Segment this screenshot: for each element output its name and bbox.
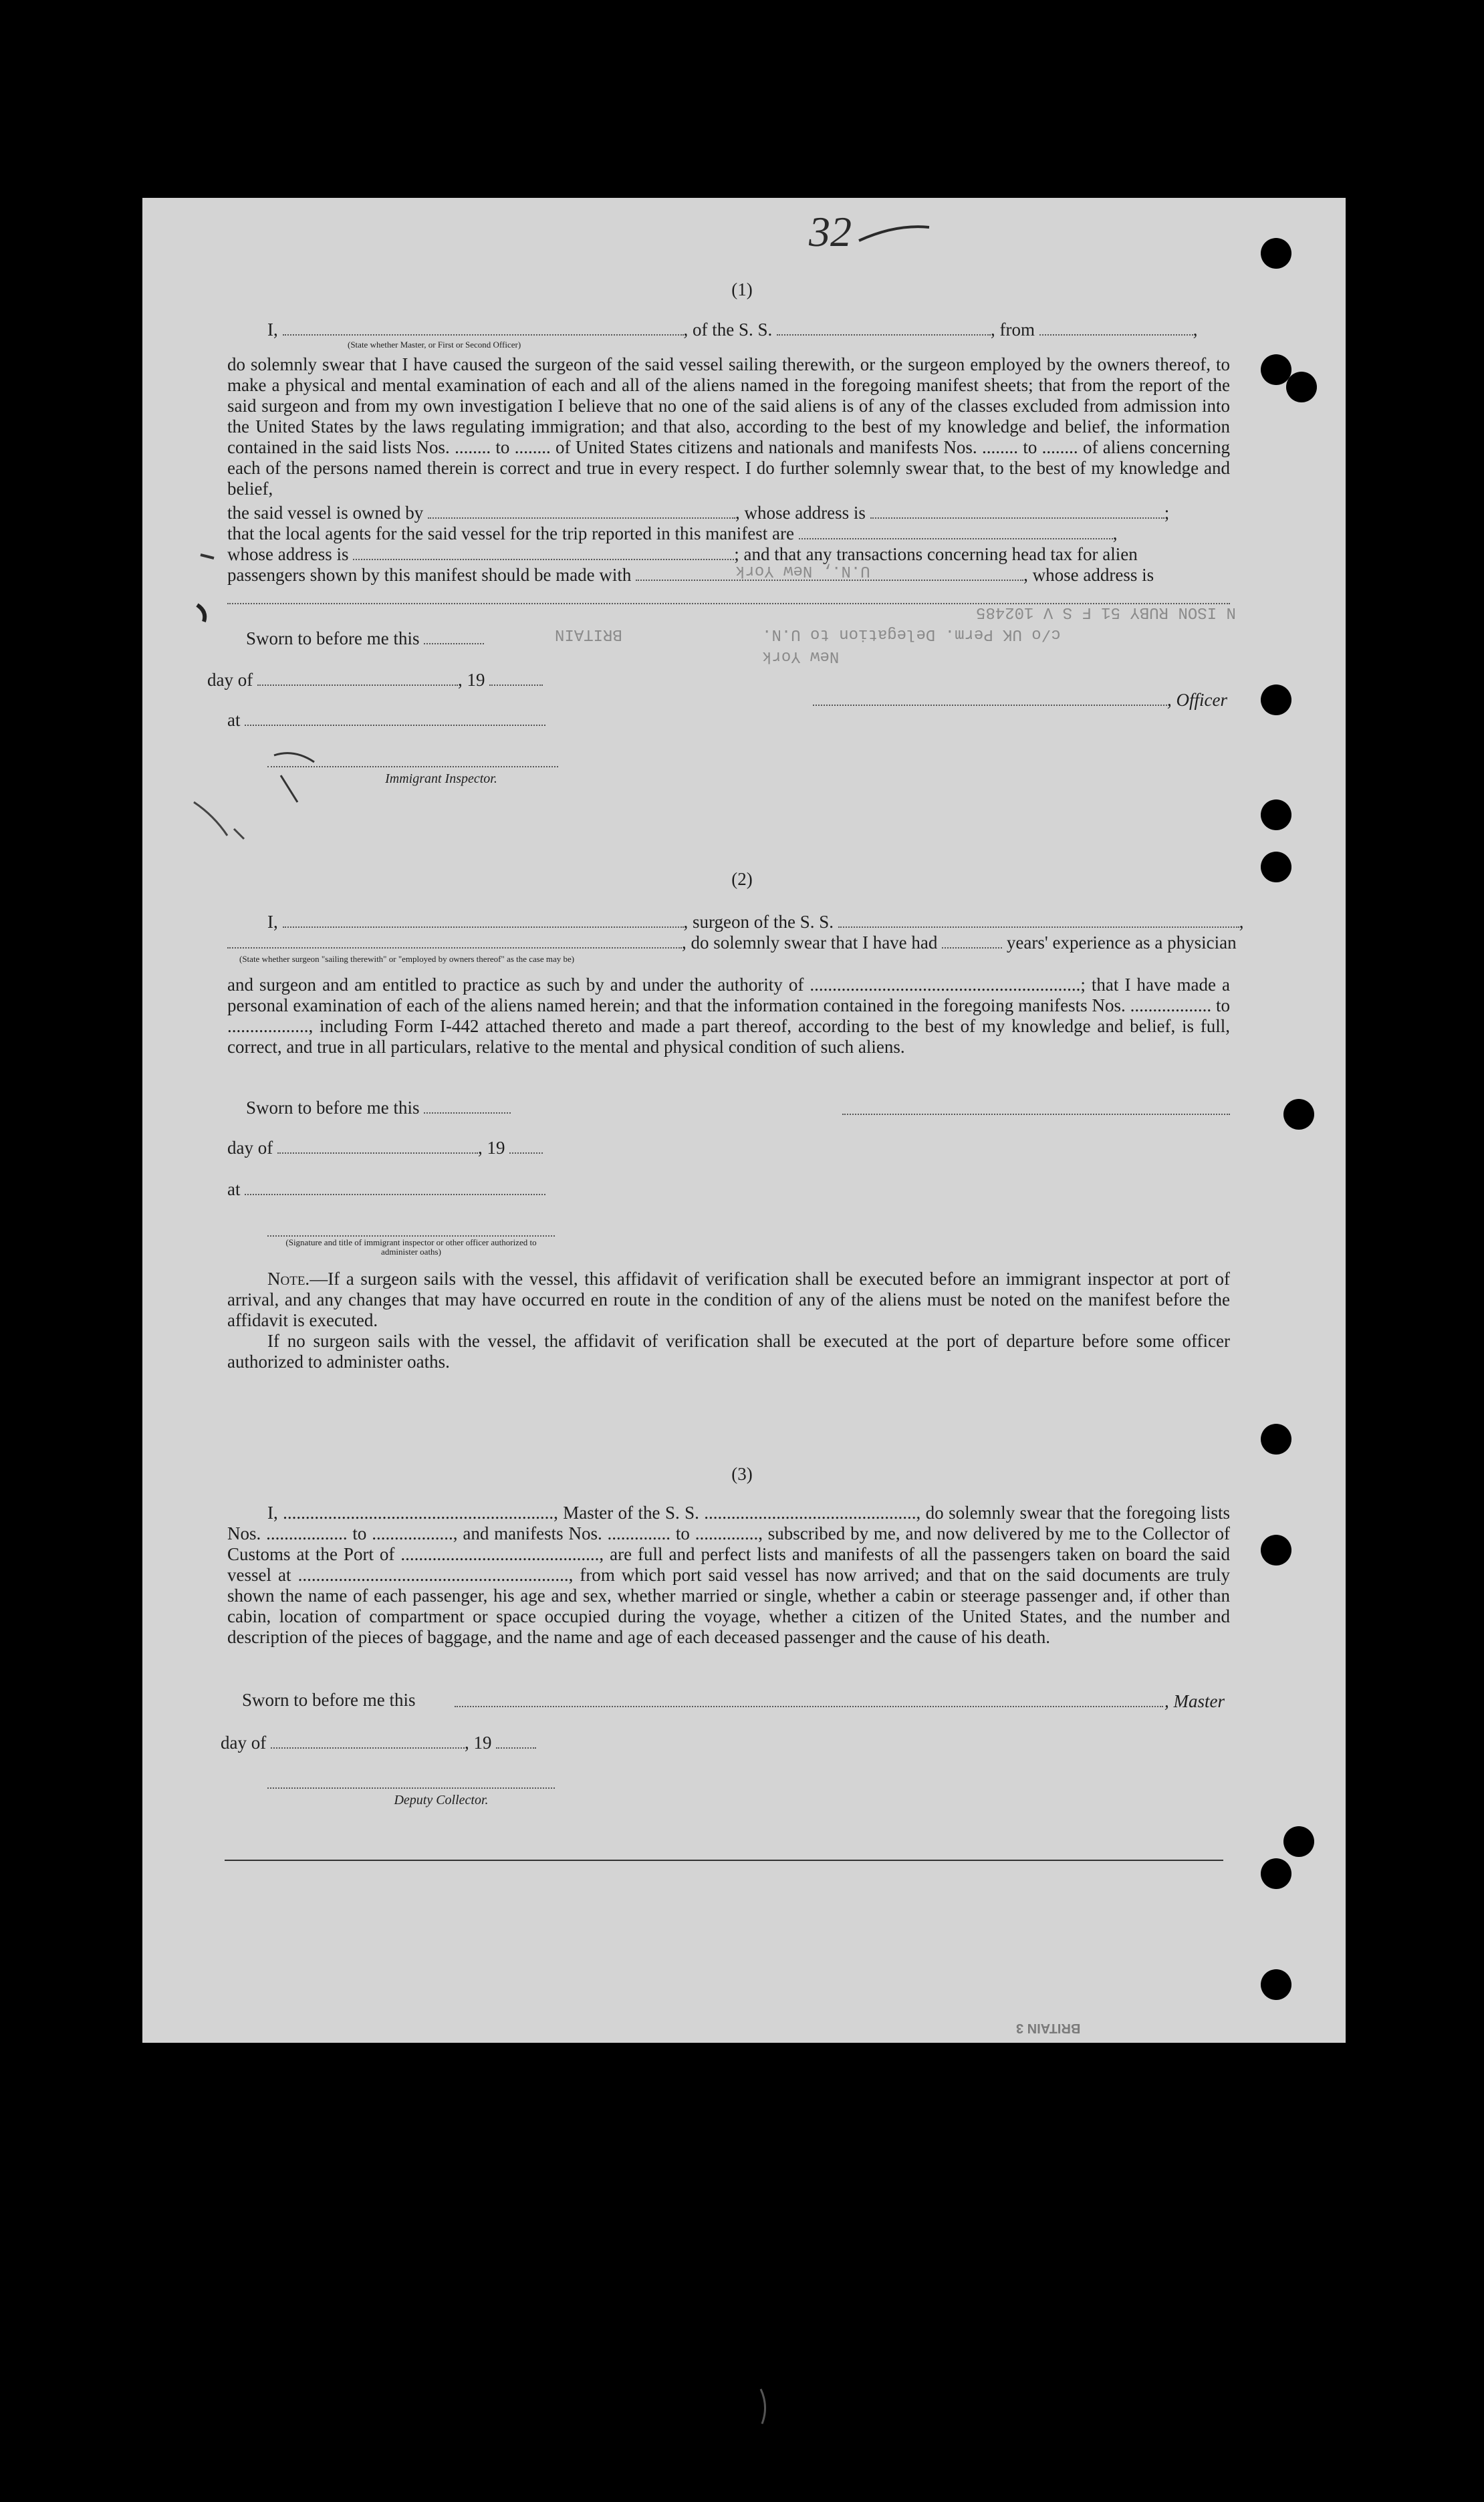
section-3-sworn-line <box>242 1690 415 1711</box>
section-1-line-1: I, , of the S. S. , from , <box>267 320 1198 340</box>
section-1-paragraph: do solemnly swear that I have caused the surgeon of the said vessel sailing therewith, or the surgeon employed by the owners thereof, to make a physical and mental examination of each and all of the aliens named in the foregoing manifest sheets; that from the report of the said surgeon and from my own investigation I believe that no one of the said aliens is of any of the classes excluded from admission into the United States by the laws regulating immigration; and that also, according to the best of my knowledge and belief, the information contained in the said lists Nos. ........ to ........ of United States citizens and nationals and manifests Nos. ........ to ........ of aliens concerning each of the persons named therein is correct and true in every respect. I do further solemnly swear that, to the best of my knowledge and belief, <box>227 354 1230 499</box>
year-field[interactable] <box>496 1734 536 1749</box>
deputy-collector-line <box>267 1787 555 1789</box>
bleed-through-stamp: BRITAIN 3 <box>1016 2021 1081 2035</box>
section-2-sworn-line <box>246 1098 511 1118</box>
punch-hole <box>1283 1099 1314 1130</box>
head-tax-label: ; and that any transactions concerning head tax for alien <box>734 544 1138 564</box>
section-2-line-1 <box>267 912 1230 932</box>
inspector-signature-line <box>267 1235 555 1237</box>
year-label: , 19 <box>464 1733 492 1753</box>
section-3-paragraph: I, ............................................................, Master of the S. S. ..............................................., do solemnly swear that the foregoing lists Nos. .................. to .................., and manifests Nos. .............. to .............., subscribed by me, and now delivered by me to the Collector of Customs at the Port of ............................................, are full and perfect lists and manifests of all the passengers taken on board the said vessel at ............................................................, from which port said vessel has now arrived; and that on the said documents are truly shown the name of each passenger, his age and sex, whether married or single, whether a cabin or steerage passenger and, if other than cabin, location of compartment or space occupied during the voyage, whether a citizen of the United States, and the number and description of the pieces of baggage, and the name and age of each deceased passenger and the cause of his death. <box>227 1503 1230 1647</box>
year-field[interactable] <box>509 1139 543 1154</box>
section-2-heading: (2) <box>731 869 753 889</box>
punch-hole <box>1261 238 1291 269</box>
bleed-through-typed: N ISON RUBY 51 F S V 102485 <box>976 603 1236 621</box>
punch-hole <box>1261 1535 1291 1566</box>
section-1-officer-line <box>813 690 1227 711</box>
bleed-through-typed: New York <box>762 647 840 665</box>
sworn-label: Sworn to before me this <box>246 628 420 648</box>
punch-hole <box>1261 1858 1291 1889</box>
surgeon-of-label: , surgeon of the S. S. <box>683 912 834 932</box>
day-of-field[interactable] <box>271 1734 465 1749</box>
swear-label: , do solemnly swear that I have had <box>682 932 938 953</box>
signature-note: (Signature and title of immigrant inspector or other officer authorized to administer oaths) <box>285 1237 537 1257</box>
sworn-day-field[interactable] <box>424 630 484 644</box>
owned-by-label: the said vessel is owned by <box>227 503 424 523</box>
local-agents-label: that the local agents for the said vessel for the trip reported in this manifest are <box>227 523 794 543</box>
owner-address-field[interactable] <box>870 504 1164 519</box>
local-agents-field[interactable] <box>799 525 1113 539</box>
day-of-field[interactable] <box>257 671 458 686</box>
whose-address-end-label: , whose address is <box>1023 565 1154 585</box>
note-paragraph <box>227 1269 1230 1331</box>
section-2-at-line <box>227 1179 545 1200</box>
bleed-through-typed: U.N., New York <box>735 561 870 580</box>
whose-address-label: , whose address is <box>735 503 866 523</box>
surgeon-status-field[interactable] <box>227 934 682 949</box>
master-label: , Master <box>1164 1691 1225 1711</box>
at-label: at <box>227 1179 241 1199</box>
surgeon-name-field[interactable] <box>283 913 684 928</box>
note-label: Note. <box>267 1269 310 1289</box>
sworn-label: Sworn to before me this <box>246 1098 420 1118</box>
day-of-label: day of <box>207 670 253 690</box>
day-of-label: day of <box>227 1138 273 1158</box>
surgeon-note: (State whether surgeon "sailing therewith" or "employed by owners thereof" as the case may be) <box>239 954 575 964</box>
whose-address-line <box>227 544 1230 565</box>
bleed-through-typed: BRITAIN <box>555 625 622 643</box>
punch-hole <box>1261 799 1291 830</box>
ink-mark <box>187 541 227 628</box>
section-1-sworn-line <box>246 628 484 649</box>
agent-address-field[interactable] <box>353 545 734 560</box>
deputy-collector-label: Deputy Collector. <box>394 1793 489 1807</box>
section-3-day-line <box>221 1733 536 1753</box>
officer-note: (State whether Master, or First or Second Officer) <box>348 340 521 350</box>
punch-hole <box>1261 1969 1291 2000</box>
owned-by-line: the said vessel is owned by , whose address is ; <box>227 503 1170 523</box>
section-1-i-label: I, <box>267 320 278 340</box>
surgeon-vessel-field[interactable] <box>838 913 1239 928</box>
vessel-field[interactable] <box>777 321 991 336</box>
officer-field[interactable] <box>283 321 684 336</box>
at-field[interactable] <box>245 1180 545 1195</box>
film-mark <box>758 2386 771 2426</box>
section-2-line-2 <box>227 932 1237 953</box>
year-label: , 19 <box>477 1138 505 1158</box>
bleed-through-text: ⠀⠀⠀⠀⠀ <box>261 274 341 297</box>
section-2-paragraph: and surgeon and am entitled to practice as such by and under the authority of ............................................................; that I have made a personal examination of each of the aliens named herein; and that the information contained in the foregoing manifests Nos. .................. to .................., including Form I-442 attached thereto and made a part thereof, according to the best of my knowledge and belief, is full, correct, and true in all particulars, relative to the mental and physical condition of such aliens. <box>227 975 1230 1057</box>
bottom-rule <box>225 1860 1223 1861</box>
whose-address-2-label: whose address is <box>227 544 349 564</box>
immigrant-inspector-label: Immigrant Inspector. <box>385 771 497 786</box>
page-number: 32 <box>809 208 852 255</box>
note-text: —If a surgeon sails with the vessel, this affidavit of verification shall be executed before an immigrant inspector at port of arrival, and any changes that may have occurred en route in the condition of any of the aliens must be noted on the manifest before the affidavit is executed. <box>227 1269 1230 1330</box>
page-number-flourish <box>856 221 936 247</box>
from-label: , from <box>991 320 1035 340</box>
note-paragraph-2 <box>227 1331 1230 1372</box>
from-port-field[interactable] <box>1039 321 1193 336</box>
passengers-line <box>227 565 1230 586</box>
section-1-heading: (1) <box>731 279 753 299</box>
sworn-label: Sworn to before me this <box>242 1690 416 1710</box>
punch-hole <box>1261 684 1291 715</box>
surgeon-signature-line <box>842 1114 1230 1115</box>
note-text-2: If no surgeon sails with the vessel, the affidavit of verification shall be executed at the port of departure before some officer authorized to administer oaths. <box>227 1331 1230 1372</box>
master-signature-line <box>455 1706 1163 1707</box>
officer-label: , Officer <box>1167 690 1227 710</box>
of-ss-label: , of the S. S. <box>683 320 773 340</box>
officer-signature-field[interactable] <box>813 691 1167 706</box>
section-2-day-line <box>227 1138 543 1158</box>
punch-hole <box>1261 1424 1291 1455</box>
day-of-field[interactable] <box>277 1139 478 1154</box>
ink-scribble <box>180 702 341 849</box>
punch-hole <box>1261 852 1291 882</box>
punch-hole <box>1283 1826 1314 1857</box>
years-label: years' experience as a physician <box>1006 932 1237 953</box>
owner-field[interactable] <box>428 504 735 519</box>
at-label: at <box>227 710 241 730</box>
sworn-day-field[interactable] <box>424 1099 511 1114</box>
bleed-through-typed: c/o UK Perm. Delegation to U.N. <box>762 625 1061 643</box>
passengers-label: passengers shown by this manifest should be made with <box>227 565 632 585</box>
year-label: , 19 <box>457 670 485 690</box>
year-field[interactable] <box>489 671 543 686</box>
punch-hole <box>1286 372 1317 402</box>
years-field[interactable] <box>942 934 1002 949</box>
day-of-label: day of <box>221 1733 267 1753</box>
local-agents-line: that the local agents for the said vessel for the trip reported in this manifest are , <box>227 523 1118 543</box>
section-2-i-label: I, <box>267 912 278 932</box>
section-3-heading: (3) <box>731 1464 753 1484</box>
section-1-day-line <box>207 670 543 691</box>
